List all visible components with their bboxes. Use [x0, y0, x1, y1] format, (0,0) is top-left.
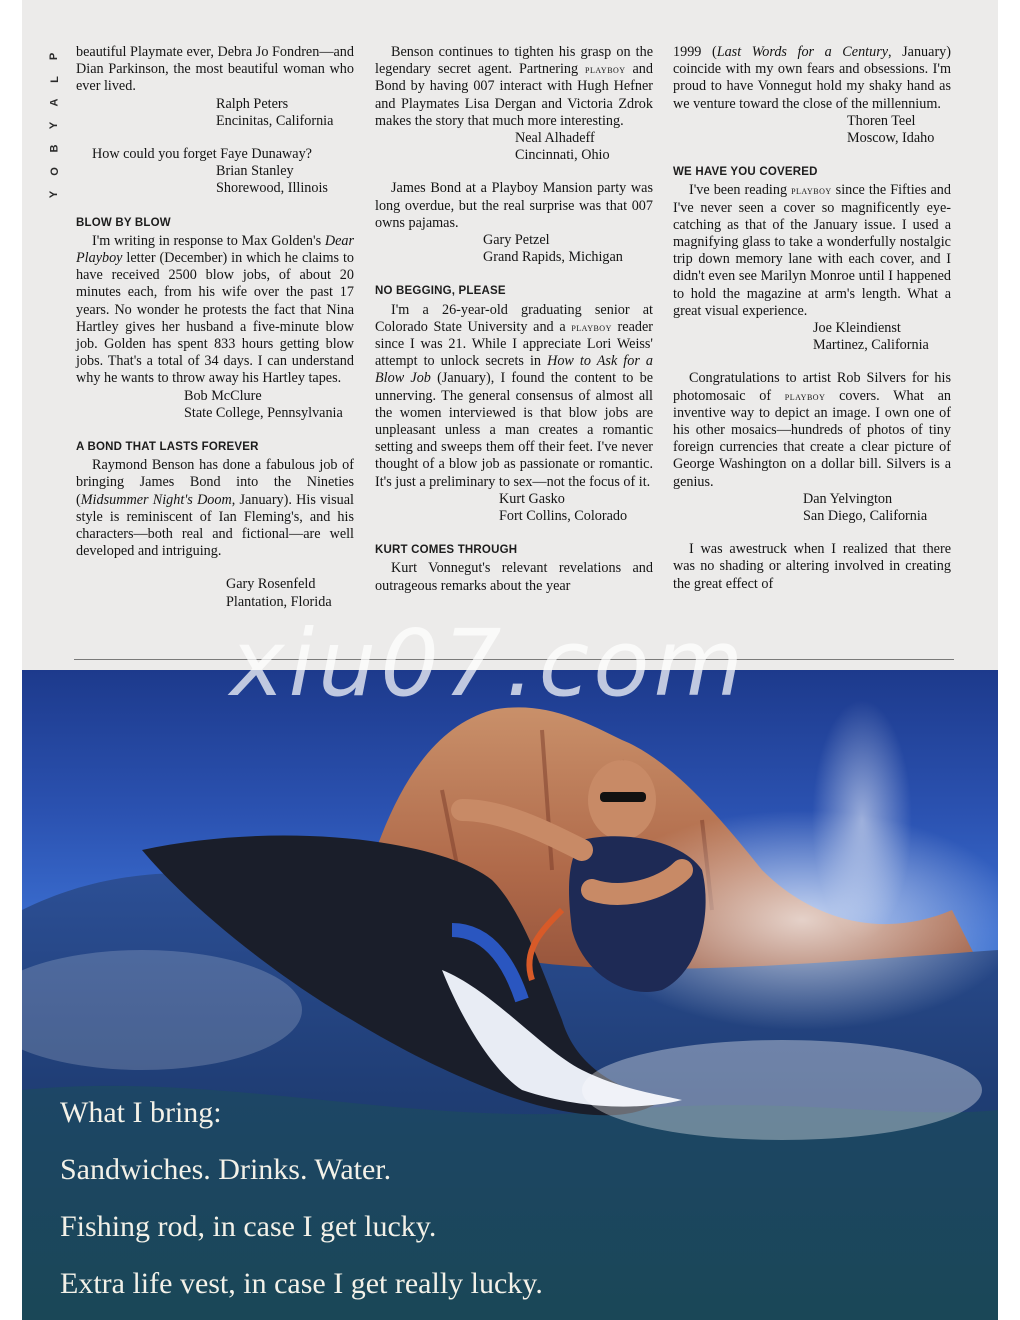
signature-place: State College, Pennsylvania — [184, 404, 343, 421]
ad-line: Extra life vest, in case I get really lucky. — [60, 1267, 543, 1300]
signature-name: Brian Stanley — [216, 163, 294, 180]
letters-column-3 — [673, 44, 951, 593]
section-heading: BLOW BY BLOW — [76, 216, 171, 229]
sidebar-letter: O — [48, 167, 61, 176]
signature-name: Bob McClure — [184, 387, 262, 404]
signature-name: Dan Yelvington — [803, 490, 893, 507]
letter-signature — [673, 113, 951, 147]
signature-name: Neal Alhadeff — [515, 130, 595, 147]
signature-place: Fort Collins, Colorado — [499, 508, 628, 525]
letter-signature — [76, 96, 354, 130]
signature-place: Encinitas, California — [216, 112, 334, 129]
signature-name: Kurt Gasko — [499, 490, 565, 507]
letters-column-2 — [375, 44, 653, 595]
letter-signature — [76, 388, 354, 422]
signature-place: Plantation, Florida — [226, 593, 332, 610]
section-heading: KURT COMES THROUGH — [375, 544, 518, 557]
letter-signature — [375, 491, 653, 525]
sidebar-letter: Y — [48, 190, 61, 199]
publication-title: Dear Playboy — [76, 232, 354, 267]
letter-paragraph: James Bond at a Playboy Mansion party was long overdue, but the real surprise was that 007 owns pajamas. — [375, 180, 653, 231]
letter-paragraph: beautiful Playmate ever, Debra Jo Fondren—and Dian Parkinson, the most beautiful woman who ever lived. — [76, 44, 354, 95]
letter-signature — [673, 320, 951, 354]
letters-column-1 — [76, 44, 354, 611]
magazine-name: playboy — [571, 319, 612, 334]
signature-place: Shorewood, Illinois — [216, 180, 328, 197]
signature-place: Martinez, California — [813, 337, 929, 354]
sidebar-letter: P — [48, 52, 61, 61]
article-title: Last Words for a Century — [716, 44, 889, 60]
signature-name: Thoren Teel — [847, 112, 916, 129]
letter-signature — [673, 491, 951, 525]
ad-line: Sandwiches. Drinks. Water. — [60, 1153, 392, 1186]
letter-signature — [375, 130, 653, 164]
signature-place: San Diego, California — [803, 508, 928, 525]
jet-ski-advertisement-photo — [22, 670, 998, 1320]
section-heading: A BOND THAT LASTS FOREVER — [76, 441, 259, 454]
story-title: Midsummer Night's Doom — [80, 491, 232, 508]
letter-signature — [375, 232, 653, 266]
signature-name: Gary Petzel — [483, 232, 550, 249]
signature-place: Cincinnati, Ohio — [515, 147, 610, 164]
ad-line: Fishing rod, in case I get lucky. — [60, 1210, 437, 1243]
letter-paragraph: I've been reading playboy since the Fifties and I've never seen a cover so magnificently eye-catching as that of the January issue. I used a magnifying glass to take a wonderfully nostalgic trip down memory lane with each cover, and I didn't even see Marilyn Monroe until I happened to hold the magazine at arm's length. What a great visual experience. — [673, 182, 951, 319]
sidebar-letter: Y — [48, 121, 61, 130]
signature-name: Gary Rosenfeld — [226, 576, 316, 593]
letter-paragraph: Benson continues to tighten his grasp on the legendary secret agent. Partnering playboy and Bond by having 007 interact with Hugh Hefner and Playmates Lisa Dergan and Victoria Zdrok makes the story that much more interesting. — [375, 44, 653, 129]
signature-name: Ralph Peters — [216, 95, 289, 112]
letter-signature — [76, 163, 354, 197]
magazine-name: playboy — [784, 388, 826, 403]
letter-paragraph: I'm a 26-year-old graduating senior at Colorado State University and a playboy reader since I was 21. While I appreciate Lori Weiss' attempt to unlock secrets in How to Ask for a Blow Job (January), I found the content to be unnerving. The general consensus of almost all the women interviewed is that blow jobs are unpleasant unless a man creates a romantic setting and sweeps them off their feet. I've never thought of a blow job as passionate or romantic. It's just a preliminary to sex—not the focus of it. — [375, 301, 653, 490]
letter-paragraph: How could you forget Faye Dunaway? — [92, 146, 312, 163]
magazine-name: playboy — [585, 62, 626, 77]
section-heading: WE HAVE YOU COVERED — [673, 166, 818, 179]
letter-paragraph: Kurt Vonnegut's relevant revelations and outrageous remarks about the year — [375, 560, 653, 594]
letter-paragraph: 1999 (Last Words for a Century, January) coincide with my own fears and obsessions. I'm proud to have Vonnegut hold my shaky hand as we venture toward the close of the millennium. — [673, 44, 951, 112]
sidebar-letter: B — [48, 144, 61, 153]
signature-place: Moscow, Idaho — [847, 130, 935, 147]
sidebar-letter: L — [48, 76, 61, 83]
signature-place: Grand Rapids, Michigan — [483, 249, 623, 266]
article-title: How to Ask for a Blow Job — [375, 353, 653, 387]
letter-paragraph: I'm writing in response to Max Golden's Dear Playboy letter (December) in which he claims to have received 2500 blow jobs, of about 20 minutes each, from his wife over the past 17 years. No wonder he protests the fact that Nina Hartley gives her husband a five-minute blow job. Golden has spent 833 hours getting blow jobs. That's a total of 34 days. I can understand why he wants to throw away his Hartley tapes. — [76, 232, 354, 387]
site-watermark: xiu07.com — [230, 610, 748, 717]
magazine-name-vertical — [48, 46, 62, 205]
sidebar-letter: A — [48, 98, 61, 107]
section-heading: NO BEGGING, PLEASE — [375, 285, 506, 298]
letter-paragraph: Raymond Benson has done a fabulous job of bringing James Bond into the Nineties (Midsummer Night's Doom, January). His visual style is reminiscent of Ian Fleming's, and his characters—both real and fictional—are well developed and intriguing. — [76, 457, 354, 560]
signature-name: Joe Kleindienst — [813, 320, 901, 337]
letter-paragraph: I was awestruck when I realized that there was no shading or altering involved in creating the great effect of — [673, 541, 951, 592]
magazine-name: playboy — [791, 183, 832, 198]
letter-paragraph: Congratulations to artist Rob Silvers for his photomosaic of playboy covers. What an inventive way to depict an image. I own one of his other mosaics—hundreds of photos of tiny foreign currencies that create a clear picture of George Washington on a dollar bill. Silvers is a genius. — [673, 370, 951, 490]
ad-copy — [60, 1084, 543, 1312]
ad-line: What I bring: — [60, 1096, 222, 1129]
letter-signature — [76, 576, 354, 610]
